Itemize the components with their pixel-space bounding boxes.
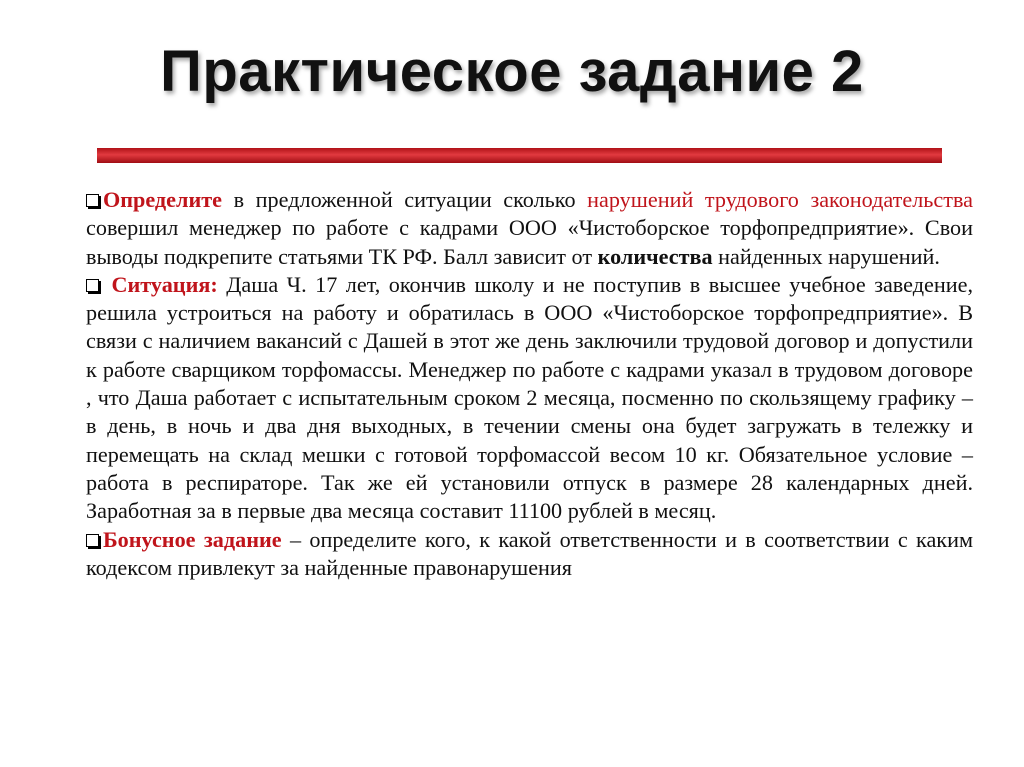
situation-lead: Ситуация: bbox=[111, 271, 218, 297]
bonus-lead: Бонусное задание bbox=[103, 526, 282, 552]
situation-text: Даша Ч. 17 лет, окончив школу и не поступив в высшее учебное заведение, решила устроиться на работу и обратилась в ООО «Чистоборское торфопредприятие». В связи с наличием вакансий с Дашей в этот же день заключили трудовой договор и допустили к работе сварщиком торфомассы. Менеджер по работе с кадрами указал в трудовом договоре , что Даша работает с испытательным сроком 2 месяца, посменно по скользящему графику – в день, в ночь и два дня выходных, в течении смены она будет загружать в тележку и перемещать на склад мешки с готовой торфомассой весом 10 кг. Обязательное условие – работа в респираторе. Так же ей установили отпуск в размере 28 календарных дней. Заработная за в первые два месяца составит 11100 рублей в месяц. bbox=[86, 271, 973, 524]
title-underline bbox=[97, 148, 942, 163]
task-highlight: нарушений трудового законодательства bbox=[587, 187, 973, 212]
task-text-1: в предложенной ситуации сколько bbox=[222, 187, 588, 212]
slide-body bbox=[86, 186, 973, 582]
checkbox-bullet-icon bbox=[86, 534, 99, 547]
checkbox-bullet-icon bbox=[86, 279, 99, 292]
slide-title: Практическое задание 2 bbox=[160, 39, 864, 104]
bonus-paragraph bbox=[86, 526, 973, 583]
task-bold-word: количества bbox=[597, 243, 713, 269]
task-text-2: совершил менеджер по работе с кадрами ООО «Чистоборское торфопредприятие». Свои выводы подкрепите статьями ТК РФ. Балл зависит от bbox=[86, 215, 973, 269]
task-lead: Определите bbox=[103, 187, 222, 212]
situation-paragraph bbox=[86, 271, 973, 526]
checkbox-bullet-icon bbox=[86, 194, 99, 207]
task-text-3: найденных нарушений. bbox=[712, 243, 940, 269]
task-paragraph bbox=[86, 186, 973, 271]
bonus-text: – определите кого, к какой ответственности и в соответствии с каким кодексом привлекут за найденные правонарушения bbox=[86, 526, 973, 580]
